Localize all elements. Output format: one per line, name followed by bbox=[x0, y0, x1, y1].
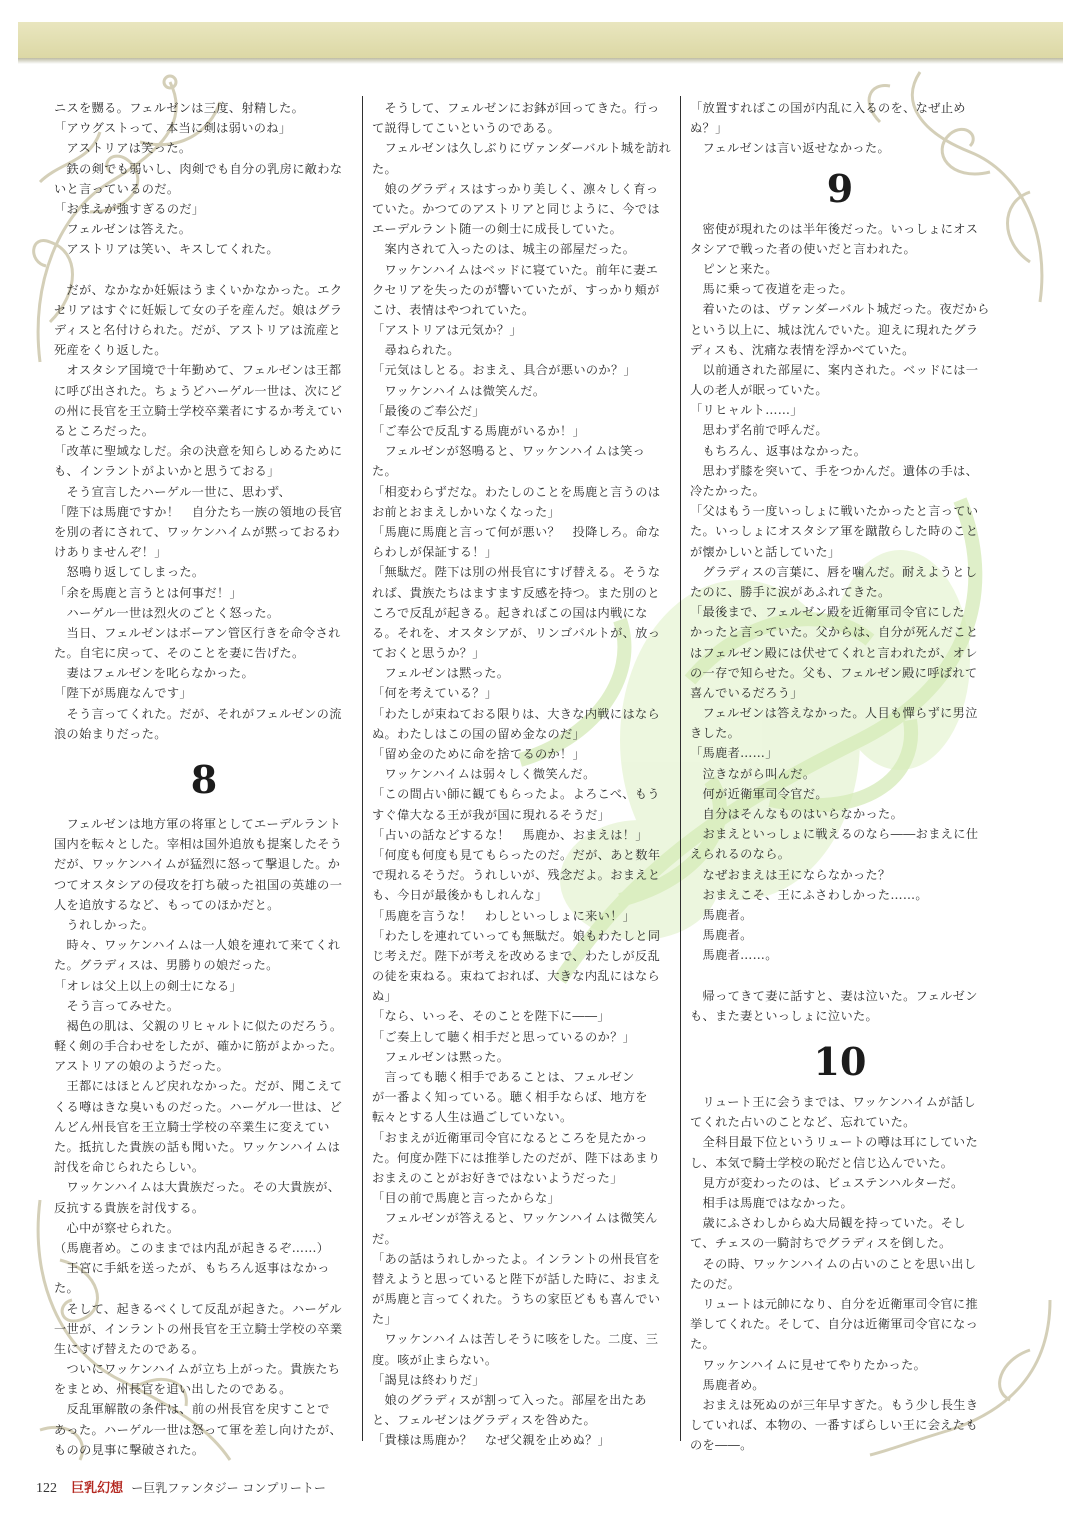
text-line: フェルゼンは地方軍の将軍としてエーデルラント bbox=[54, 817, 342, 831]
text-line: 歳にふさわしからぬ大局観を持っていた。そし bbox=[690, 1216, 966, 1231]
text-line: 鉄の剣でも弱いし、肉剣でも自分の乳房に敵わな bbox=[54, 161, 343, 176]
text-line: オスタシア国境で十年勤めて、フェルゼンは王都 bbox=[54, 363, 342, 378]
text-line: そうして、フェルゼンにお鉢が回ってきた。行っ bbox=[372, 101, 660, 115]
text-line: 帰ってきて妻に話すと、妻は泣いた。フェルゼン bbox=[690, 988, 978, 1003]
text-line: た。 bbox=[372, 464, 398, 479]
text-line: ころで反乱が起きる。起きればこの国は内戦にな bbox=[372, 605, 648, 620]
text-line: 着いたのは、ヴァンダーバルト城だった。夜だから bbox=[690, 302, 990, 317]
text-line: が馬鹿と言ってくれた。うちの家臣どもも喜んでい bbox=[372, 1292, 661, 1307]
text-line: 「なら、いっそ、そのことを陛下に――」 bbox=[372, 1009, 610, 1024]
text-line: 思わず名前で呼んだ。 bbox=[690, 423, 828, 438]
text-line: 「この間占い師に観てもらったよ。よろこべ、もう bbox=[372, 787, 660, 802]
text-line: 「オレは父上以上の剣士になる」 bbox=[54, 978, 243, 993]
text-line: グラディスの言葉に、唇を噛んだ。耐えようとし bbox=[690, 564, 978, 579]
text-line: 「わたしが束ねておる限りは、大きな内戦にはなら bbox=[372, 706, 661, 721]
text-line: 馬に乗って夜道を走った。 bbox=[690, 282, 853, 297]
text-line: そして、起きるべくして反乱が起きた。ハーゲル bbox=[54, 1301, 342, 1316]
text-line: る。それを、オスタシアが、リンゴバルトが、放っ bbox=[372, 625, 661, 640]
text-line: 「放置すればこの国が内乱に入るのを、なぜ止め bbox=[690, 101, 966, 115]
text-line: 「元気はしとる。おまえ、具合が悪いのか？」 bbox=[372, 363, 637, 378]
text-line: （馬鹿者め。このままでは内乱が起きるぞ……） bbox=[54, 1240, 330, 1255]
text-line: 反抗する貴族を討伐する。 bbox=[54, 1200, 205, 1215]
text-line: いと言っているのだ。 bbox=[54, 181, 180, 196]
footer-subtitle: ー巨乳ファンタジー コンプリートー bbox=[131, 1481, 326, 1495]
text-line: その時、ワッケンハイムの占いのことを思い出し bbox=[690, 1256, 977, 1271]
text-line: れば、貴族たちはますます反感を持つ。また別のと bbox=[372, 585, 660, 600]
text-line: フェルゼンは久しぶりにヴァンダーバルト城を訪れ bbox=[372, 141, 672, 156]
text-line: フェルゼンが答えると、ワッケンハイムは微笑ん bbox=[372, 1211, 658, 1226]
text-line: 以前通された部屋に、案内された。ベッドには一 bbox=[690, 362, 979, 377]
text-line: という以上に、城は沈んでいた。迎えに現れたグラ bbox=[690, 322, 979, 337]
text-line: 「目の前で馬鹿と言ったからな」 bbox=[372, 1191, 561, 1206]
text-line: た。 bbox=[54, 1281, 80, 1296]
text-line: てくれた占いのことなど、忘れていた。 bbox=[690, 1115, 916, 1130]
text-line: 「謁見は終わりだ」 bbox=[372, 1372, 485, 1387]
column-2 bbox=[372, 98, 672, 1474]
text-line: を別の者にされて、ワッケンハイムが黙っておるわ bbox=[54, 524, 341, 539]
text-line: 人の老人が眠っていた。 bbox=[690, 383, 828, 398]
text-line: 「おまえが近衛軍司令官になるところを見たかっ bbox=[372, 1130, 648, 1145]
text-line: た。いっしょにオスタシア軍を蹴散らした時のこと bbox=[690, 524, 979, 539]
text-line: のを――。 bbox=[690, 1438, 753, 1453]
text-line: 怒鳴り返してしまった。 bbox=[54, 565, 205, 580]
text-line: けありませんぞ！」 bbox=[54, 545, 167, 560]
text-line: て説得してこいというのである。 bbox=[372, 121, 561, 136]
text-line: 浪の始まりだった。 bbox=[54, 726, 167, 741]
text-line: セリアはすぐに妊娠して女の子を産んだ。娘はグラ bbox=[54, 302, 343, 317]
text-line: の徒を束ねる。束ねておれば、大きな内乱にはなら bbox=[372, 969, 661, 984]
text-line: 全科目最下位というリュートの噂は耳にしていた bbox=[690, 1135, 978, 1150]
text-line: 「留め金のために命を捨てるのか！」 bbox=[372, 747, 586, 761]
text-line bbox=[690, 966, 990, 986]
text-line: そう宣言したハーゲル一世に、思わず、 bbox=[54, 484, 291, 499]
text-line: と、フェルゼンはグラディスを咎めた。 bbox=[372, 1413, 597, 1428]
text-line: た。抵抗した貴族の話も聞いた。ワッケンハイムは bbox=[54, 1140, 341, 1154]
text-line: タシアで戦った者の使いだと言われた。 bbox=[690, 241, 917, 256]
text-line: の一存で知らせた。父も、フェルゼン殿に呼ばれて bbox=[690, 665, 978, 680]
text-line: 王宮に手紙を送ったが、もちろん返事はなかっ bbox=[54, 1261, 330, 1276]
page-number: 122 bbox=[36, 1481, 57, 1496]
text-line: こけ、表情はやつれていた。 bbox=[372, 302, 535, 317]
column-3 bbox=[690, 98, 990, 1474]
text-line: なぜおまえは王にならなかった？ bbox=[690, 867, 891, 882]
text-line: も、今日が最後かもしれんな」 bbox=[372, 888, 548, 903]
text-line: アストリアの娘のようだった。 bbox=[54, 1059, 230, 1074]
text-line: 娘のグラディスはすっかり美しく、凛々しく育っ bbox=[372, 181, 659, 196]
text-line: ワッケンハイムはベッドに寝ていた。前年に妻エ bbox=[372, 262, 659, 277]
text-line: はフェルゼン殿には伏せてくれと言われたが、オレ bbox=[690, 645, 978, 660]
text-line: た。 bbox=[372, 161, 398, 176]
text-line: 馬鹿者……。 bbox=[690, 948, 778, 963]
section-heading-9: 9 bbox=[826, 165, 854, 211]
text-line: じ考えだ。陛下が考えを改めるまで、わたしが反乱 bbox=[372, 948, 661, 963]
text-line: フェルゼンが怒鳴ると、ワッケンハイムは笑っ bbox=[372, 444, 646, 459]
text-line: た。 bbox=[690, 1337, 716, 1352]
text-line: 反乱軍解散の条件は、前の州長官を戻すことで bbox=[54, 1402, 330, 1417]
text-line: うれしかった。 bbox=[54, 917, 155, 932]
text-line: 「最後まで、フェルゼン殿を近衛軍司令官にした bbox=[690, 605, 965, 620]
text-line: かったと言っていた。父からは、自分が死んだこと bbox=[690, 625, 979, 640]
section-heading-8: 8 bbox=[190, 757, 218, 802]
text-line: 「陛下が馬鹿なんです」 bbox=[54, 686, 192, 701]
text-line: が懐かしいと話していた」 bbox=[690, 544, 841, 559]
text-line: 「わたしを連れていっても無駄だ。娘もわたしと同 bbox=[372, 928, 661, 943]
text-line: 馬鹿者。 bbox=[690, 928, 753, 943]
text-line: 王都にはほとんど戻れなかった。だが、聞こえて bbox=[54, 1079, 343, 1094]
text-line: た。何度か陛下には推挙したのだが、陛下はあまり bbox=[372, 1150, 661, 1165]
text-line: 「貴様は馬鹿か？ なぜ父親を止めぬ？」 bbox=[372, 1433, 611, 1448]
text-line: 褐色の肌は、父親のリヒャルトに似たのだろう。 bbox=[54, 1018, 343, 1033]
column-divider-2 bbox=[680, 96, 681, 1441]
text-line: て、チェスの一騎討ちでグラディスを倒した。 bbox=[690, 1236, 952, 1251]
text-line: おまえこそ、王にふさわしかった……。 bbox=[690, 887, 928, 902]
text-line: 転々とする人生は過ごしていない。 bbox=[372, 1110, 573, 1125]
text-line: 「相変わらずだな。わたしのことを馬鹿と言うのは bbox=[372, 484, 661, 499]
text-line: ワッケンハイムは苦しそうに咳をした。二度、三 bbox=[372, 1332, 659, 1347]
text-line: 「何を考えている？」 bbox=[372, 686, 498, 701]
text-line: 何が近衛軍司令官だ。 bbox=[690, 786, 828, 801]
text-line: リュート王に会うまでは、ワッケンハイムが話し bbox=[690, 1095, 976, 1110]
text-line: 冷たかった。 bbox=[690, 484, 766, 498]
text-line: 「父はもう一度いっしょに戦いたかったと言ってい bbox=[690, 504, 979, 519]
text-line: 「馬鹿に馬鹿と言って何が悪い？ 投降しろ。命な bbox=[372, 524, 661, 539]
text-line: るところだった。 bbox=[54, 424, 155, 438]
text-line: た。自宅に戻って、そのことを妻に告げた。 bbox=[54, 646, 305, 661]
text-line: 「馬鹿者……」 bbox=[690, 746, 778, 761]
text-line: ニスを嬲る。フェルゼンは三度、射精した。 bbox=[54, 101, 305, 115]
text-line: つてオスタシアの侵攻を打ち破った祖国の英雄の一 bbox=[54, 877, 343, 892]
text-line: 泣きながら叫んだ。 bbox=[690, 766, 816, 781]
text-line: をまとめ、州長官を追い出したのである。 bbox=[54, 1382, 292, 1397]
text-line: ピンと来た。 bbox=[690, 261, 778, 276]
text-line: 「リヒャルト……」 bbox=[690, 403, 803, 418]
text-line: 「無駄だ。陛下は別の州長官にすげ替える。そうな bbox=[372, 565, 661, 580]
text-line: 生にすげ替えたのである。 bbox=[54, 1341, 205, 1356]
footer-brand: 巨乳幻想 bbox=[71, 1481, 124, 1496]
text-line: らわしが保証する！」 bbox=[372, 545, 498, 560]
text-line: 「占いの話などするな！ 馬鹿か、おまえは！」 bbox=[372, 827, 648, 842]
text-line: ておくと思うか？」 bbox=[372, 646, 485, 661]
text-line: 当日、フェルゼンはボーアン管区行きを命令され bbox=[54, 625, 341, 640]
text-line: お前とおまえしかいなくなった」 bbox=[372, 504, 561, 519]
text-line: エーデルラント随一の剣士に成長していた。 bbox=[372, 222, 623, 237]
text-line: 密使が現れたのは半年後だった。いっしょにオス bbox=[690, 221, 979, 236]
text-line: 喜んでいるだろう」 bbox=[690, 685, 803, 700]
text-line: ハーゲル一世は烈火のごとく怒った。 bbox=[54, 605, 280, 620]
text-line: フェルゼンは黙った。 bbox=[372, 666, 510, 681]
text-line: 馬鹿者め。 bbox=[690, 1377, 765, 1392]
text-line: し、本気で騎士学校の恥だと信じ込んでいた。 bbox=[690, 1155, 954, 1170]
text-line: 軽く剣の手合わせをしたが、確かに筋がよかった。 bbox=[54, 1039, 343, 1054]
text-line: 心中が察せられた。 bbox=[54, 1220, 180, 1235]
text-line: あった。ハーゲル一世は怒って軍を差し向けたが、 bbox=[54, 1422, 342, 1437]
text-line: た。グラディスは、男勝りの娘だった。 bbox=[54, 958, 279, 973]
text-line: に呼び出された。ちょうどハーゲル一世は、次にど bbox=[54, 383, 343, 398]
text-line: だが、なかなか妊娠はうまくいかなかった。エク bbox=[54, 282, 343, 297]
text-line: たのに、勝手に涙があふれてきた。 bbox=[690, 584, 891, 599]
text-line: の州に長官を王立騎士学校卒業者にするか考えてい bbox=[54, 403, 343, 418]
text-line: 妻はフェルゼンを叱らなかった。 bbox=[54, 666, 254, 681]
text-line: 娘のグラディスが割って入った。部屋を出たあ bbox=[372, 1393, 647, 1407]
text-line: アストリアは笑った。 bbox=[54, 141, 192, 156]
header-band bbox=[18, 22, 1063, 61]
text-line: そう言ってくれた。だが、それがフェルゼンの流 bbox=[54, 706, 342, 721]
text-line: 「おまえが強すぎるのだ」 bbox=[54, 201, 205, 216]
text-line: 国内を転々とした。宰相は国外追放も提案したそう bbox=[54, 837, 343, 852]
text-line: そう言ってみせた。 bbox=[54, 998, 180, 1013]
column-3-text-a bbox=[690, 98, 990, 159]
text-line: 時々、ワッケンハイムは一人娘を連れて来てくれ bbox=[54, 938, 341, 953]
text-line: ワッケンハイムは弱々しく微笑んだ。 bbox=[372, 767, 596, 782]
text-line: フェルゼンは言い返せなかった。 bbox=[690, 141, 890, 156]
text-line: クセリアを失ったのが響いていたが、すっかり頬が bbox=[372, 282, 660, 297]
text-line: も、インラントがよいかと思うておる」 bbox=[54, 464, 280, 479]
text-line: おまえは死ぬのが三年早すぎた。もう少し長生き bbox=[690, 1397, 979, 1412]
text-line: 死産をくり返した。 bbox=[54, 343, 167, 358]
text-line: ワッケンハイムに見せてやりたかった。 bbox=[690, 1357, 927, 1372]
text-line: 言っても聴く相手であることは、フェルゼン bbox=[372, 1070, 635, 1084]
text-line: ディスと名付けられた。だが、アストリアは流産と bbox=[54, 323, 341, 338]
text-line: フェルゼンは答えなかった。人目も憚らずに男泣 bbox=[690, 706, 978, 721]
text-line: おまえのことがお好きではないようだった」 bbox=[372, 1170, 623, 1185]
column-3-text-b bbox=[690, 219, 990, 1027]
text-line: ついにワッケンハイムが立ち上がった。貴族たち bbox=[54, 1362, 341, 1377]
text-line: たのだ。 bbox=[690, 1276, 741, 1291]
text-line: 馬鹿者。 bbox=[690, 907, 753, 922]
text-line: 挙してくれた。そして、自分は近衛軍司令官になっ bbox=[690, 1317, 979, 1332]
text-line: 人を追放するなど、もってのほかだと。 bbox=[54, 897, 280, 912]
page-footer bbox=[36, 1478, 326, 1498]
text-line: 自分はそんなものはいらなかった。 bbox=[690, 807, 904, 821]
text-line: だ。 bbox=[372, 1231, 398, 1246]
text-line: 「ご奏上して聴く相手だと思っているのか？」 bbox=[372, 1029, 636, 1044]
text-line: ワッケンハイムは微笑んだ。 bbox=[372, 383, 546, 398]
text-line: 「最後のご奉公だ」 bbox=[372, 403, 485, 418]
column-divider-1 bbox=[362, 96, 363, 1441]
text-line: ていた。かつてのアストリアと同じように、今では bbox=[372, 201, 660, 216]
text-line: おまえといっしょに戦えるのなら――おまえに仕 bbox=[690, 827, 979, 842]
text-line: きした。 bbox=[690, 726, 741, 741]
text-line: ディスも、沈痛な表情を浮かべていた。 bbox=[690, 342, 915, 357]
text-line: 「あの話はうれしかったよ。インラントの州長官を bbox=[372, 1251, 661, 1266]
text-line: が一番よく知っている。聴く相手ならば、地方を bbox=[372, 1090, 648, 1105]
text-line: だが、ワッケンハイムが猛烈に怒って撃退した。か bbox=[54, 857, 341, 872]
text-line: 「余を馬鹿と言うとは何事だ！」 bbox=[54, 585, 243, 600]
text-line: 相手は馬鹿ではなかった。 bbox=[690, 1196, 853, 1210]
text-line: 「アストリアは元気か？」 bbox=[372, 323, 522, 338]
text-line: 見方が変わったのは、ビュステンハルターだ。 bbox=[690, 1175, 964, 1190]
text-line: 「陛下は馬鹿ですか！ 自分たち一族の領地の長官 bbox=[54, 504, 343, 519]
column-3-text-c bbox=[690, 1092, 990, 1455]
text-line: えられるのなら。 bbox=[690, 847, 791, 862]
text-line: フェルゼンは黙った。 bbox=[372, 1049, 510, 1064]
text-line: アストリアは笑い、キスしてくれた。 bbox=[54, 242, 279, 257]
header-band-shadow bbox=[18, 58, 1063, 64]
text-line: も、また妻といっしょに泣いた。 bbox=[690, 1008, 879, 1023]
text-line: 替えようと思っていると陛下が話した時に、おまえ bbox=[372, 1271, 661, 1286]
text-line: ものの見事に撃破された。 bbox=[54, 1442, 205, 1457]
text-line: リュートは元帥になり、自分を近衛軍司令官に推 bbox=[690, 1296, 978, 1311]
text-line: ぬ？」 bbox=[690, 121, 728, 136]
text-line: もちろん、返事はなかった。 bbox=[690, 443, 867, 458]
column-1-text-b bbox=[54, 814, 354, 1460]
text-line: 「馬鹿を言うな！ わしといっしょに来い！」 bbox=[372, 908, 636, 923]
text-line: 案内されて入ったのは、城主の部屋だった。 bbox=[372, 242, 636, 257]
text-line bbox=[54, 260, 354, 280]
text-line: ぬ。わたしはこの国の留め金なのだ」 bbox=[372, 726, 586, 741]
text-line: フェルゼンは答えた。 bbox=[54, 222, 192, 237]
text-line: 尋ねられた。 bbox=[372, 343, 460, 358]
text-line: していれば、本物の、一番すばらしい王に会えたも bbox=[690, 1418, 978, 1433]
text-line: で現れるそうだ。うれしいが、残念だよ。おまえと bbox=[372, 868, 661, 883]
text-line: 度。咳が止まらない。 bbox=[372, 1352, 498, 1367]
text-line: た」 bbox=[372, 1312, 398, 1327]
text-line: ぬ」 bbox=[372, 989, 398, 1004]
text-line: くる噂はきな臭いものだった。ハーゲル一世は、ど bbox=[54, 1099, 343, 1114]
text-line: 一世が、インラントの州長官を王立騎士学校の卒業 bbox=[54, 1321, 343, 1336]
text-line: んどん州長官を王立騎士学校の卒業生に変えてい bbox=[54, 1119, 330, 1134]
text-line: 「ご奉公で反乱する馬鹿がいるか！」 bbox=[372, 424, 586, 438]
text-line: 思わず膝を突いて、手をつかんだ。遺体の手は、 bbox=[690, 463, 979, 478]
text-line: ワッケンハイムは大貴族だった。その大貴族が、 bbox=[54, 1180, 341, 1195]
column-1 bbox=[54, 98, 354, 1474]
column-2-text bbox=[372, 98, 672, 1451]
column-1-text-a bbox=[54, 98, 354, 744]
text-line: 「改革に聖域なしだ。余の決意を知らしめるために bbox=[54, 444, 343, 459]
text-line: 討伐を命じられたらしい。 bbox=[54, 1160, 205, 1175]
text-line: 「アウグストって、本当に剣は弱いのね」 bbox=[54, 121, 292, 136]
section-heading-10: 10 bbox=[813, 1039, 867, 1085]
text-line: 「何度も何度も見てもらったのだ。だが、あと数年 bbox=[372, 847, 661, 862]
text-line: すぐ偉大なる王が我が国に現れるそうだ」 bbox=[372, 807, 611, 822]
